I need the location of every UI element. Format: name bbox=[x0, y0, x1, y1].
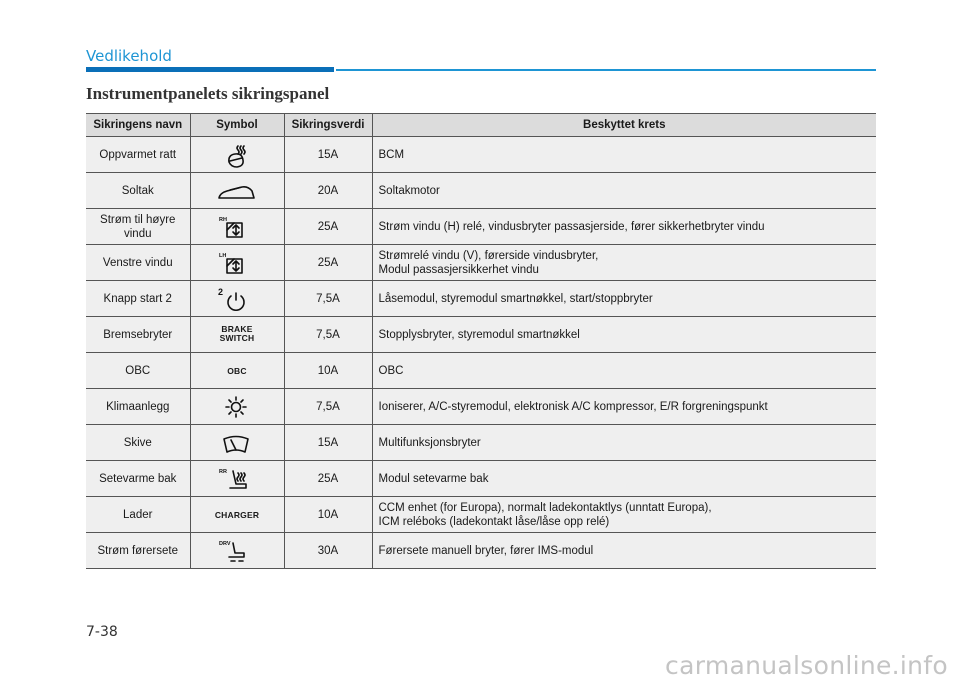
fuse-symbol bbox=[190, 533, 284, 569]
column-header-circuit: Beskyttet krets bbox=[372, 114, 876, 137]
fuse-name: Setevarme bak bbox=[86, 461, 190, 497]
fuse-circuit: Låsemodul, styremodul smartnøkkel, start/stoppbryter bbox=[372, 281, 876, 317]
fuse-name: Skive bbox=[86, 425, 190, 461]
table-row bbox=[86, 353, 876, 389]
fuse-name: Strøm førersete bbox=[86, 533, 190, 569]
fuse-name: OBC bbox=[86, 353, 190, 389]
fuse-rating: 7,5A bbox=[284, 281, 372, 317]
fuse-symbol bbox=[190, 425, 284, 461]
header-bar bbox=[86, 67, 334, 72]
fuse-circuit: Førersete manuell bryter, fører IMS-modul bbox=[372, 533, 876, 569]
symbol-tag: RR bbox=[219, 468, 227, 475]
fuse-rating: 7,5A bbox=[284, 317, 372, 353]
fuse-rating: 7,5A bbox=[284, 389, 372, 425]
column-header-name: Sikringens navn bbox=[86, 114, 190, 137]
fuse-name: Klimaanlegg bbox=[86, 389, 190, 425]
table-row bbox=[86, 281, 876, 317]
header-rule bbox=[336, 69, 876, 71]
fuse-symbol bbox=[190, 245, 284, 281]
table-row bbox=[86, 137, 876, 173]
table-row bbox=[86, 173, 876, 209]
fuse-symbol bbox=[190, 137, 284, 173]
fuse-circuit: OBC bbox=[372, 353, 876, 389]
fuse-rating: 25A bbox=[284, 245, 372, 281]
fuse-rating: 25A bbox=[284, 209, 372, 245]
table-row bbox=[86, 209, 876, 245]
fuse-circuit: Strømrelé vindu (V), førerside vindusbryter, Modul passasjersikkerhet vindu bbox=[372, 245, 876, 281]
page-number: 7-38 bbox=[86, 624, 118, 640]
symbol-tag: LH bbox=[219, 252, 227, 259]
fuse-rating: 20A bbox=[284, 173, 372, 209]
table-row bbox=[86, 317, 876, 353]
fuse-rating: 15A bbox=[284, 137, 372, 173]
fuse-name: Bremsebryter bbox=[86, 317, 190, 353]
fuse-name: Strøm til høyre vindu bbox=[86, 209, 190, 245]
table-row bbox=[86, 533, 876, 569]
rear-seat-heater-icon bbox=[216, 466, 258, 492]
obc-label: OBC bbox=[227, 365, 247, 376]
fuse-rating: 30A bbox=[284, 533, 372, 569]
sunroof-icon bbox=[216, 178, 258, 204]
heated-steering-wheel-icon bbox=[216, 142, 258, 168]
fuse-circuit: BCM bbox=[372, 137, 876, 173]
page-title: Instrumentpanelets sikringspanel bbox=[86, 84, 330, 103]
section-label: Vedlikehold bbox=[86, 47, 172, 65]
start-button-icon bbox=[216, 286, 258, 312]
table-row bbox=[86, 461, 876, 497]
table-row bbox=[86, 245, 876, 281]
charger-label: CHARGER bbox=[214, 509, 260, 520]
fuse-rating: 25A bbox=[284, 461, 372, 497]
watermark: carmanualsonline.info bbox=[665, 651, 948, 680]
fuse-circuit: Multifunksjonsbryter bbox=[372, 425, 876, 461]
table-row bbox=[86, 389, 876, 425]
power-window-icon bbox=[216, 250, 258, 276]
power-window-icon bbox=[216, 214, 258, 240]
fuse-circuit: Ioniserer, A/C-styremodul, elektronisk A/C kompressor, E/R forgreningspunkt bbox=[372, 389, 876, 425]
fuse-circuit: Modul setevarme bak bbox=[372, 461, 876, 497]
fuse-circuit: Stopplysbryter, styremodul smartnøkkel bbox=[372, 317, 876, 353]
fuse-symbol bbox=[190, 461, 284, 497]
fuse-circuit: Soltakmotor bbox=[372, 173, 876, 209]
fuse-name: Soltak bbox=[86, 173, 190, 209]
fuse-symbol bbox=[190, 497, 284, 533]
fuse-rating: 10A bbox=[284, 497, 372, 533]
symbol-tag: RH bbox=[219, 216, 227, 223]
table-row bbox=[86, 425, 876, 461]
fuse-symbol bbox=[190, 317, 284, 353]
fuse-name: Oppvarmet ratt bbox=[86, 137, 190, 173]
fuse-name: Lader bbox=[86, 497, 190, 533]
column-header-value: Sikringsverdi bbox=[284, 114, 372, 137]
fuse-symbol bbox=[190, 389, 284, 425]
fuse-name: Knapp start 2 bbox=[86, 281, 190, 317]
air-conditioning-icon bbox=[216, 394, 258, 420]
wiper-icon bbox=[216, 430, 258, 456]
fuse-symbol bbox=[190, 281, 284, 317]
fuse-symbol bbox=[190, 353, 284, 389]
fuse-symbol bbox=[190, 209, 284, 245]
fuse-circuit: CCM enhet (for Europa), normalt ladekontaktlys (unntatt Europa), ICM reléboks (ladekontakt låse/låse opp relé) bbox=[372, 497, 876, 533]
fuse-rating: 10A bbox=[284, 353, 372, 389]
symbol-tag: DRV bbox=[219, 540, 231, 547]
fuse-table-body bbox=[86, 137, 876, 569]
table-row bbox=[86, 497, 876, 533]
table-header-row bbox=[86, 114, 876, 137]
driver-power-seat-icon bbox=[216, 538, 258, 564]
fuse-rating: 15A bbox=[284, 425, 372, 461]
fuse-name: Venstre vindu bbox=[86, 245, 190, 281]
fuse-table bbox=[86, 113, 876, 569]
column-header-symbol: Symbol bbox=[190, 114, 284, 137]
symbol-tag: 2 bbox=[218, 286, 224, 297]
fuse-symbol bbox=[190, 173, 284, 209]
brake-switch-label: BRAKE SWITCH bbox=[219, 323, 255, 343]
fuse-circuit: Strøm vindu (H) relé, vindusbryter passasjerside, fører sikkerhetbryter vindu bbox=[372, 209, 876, 245]
